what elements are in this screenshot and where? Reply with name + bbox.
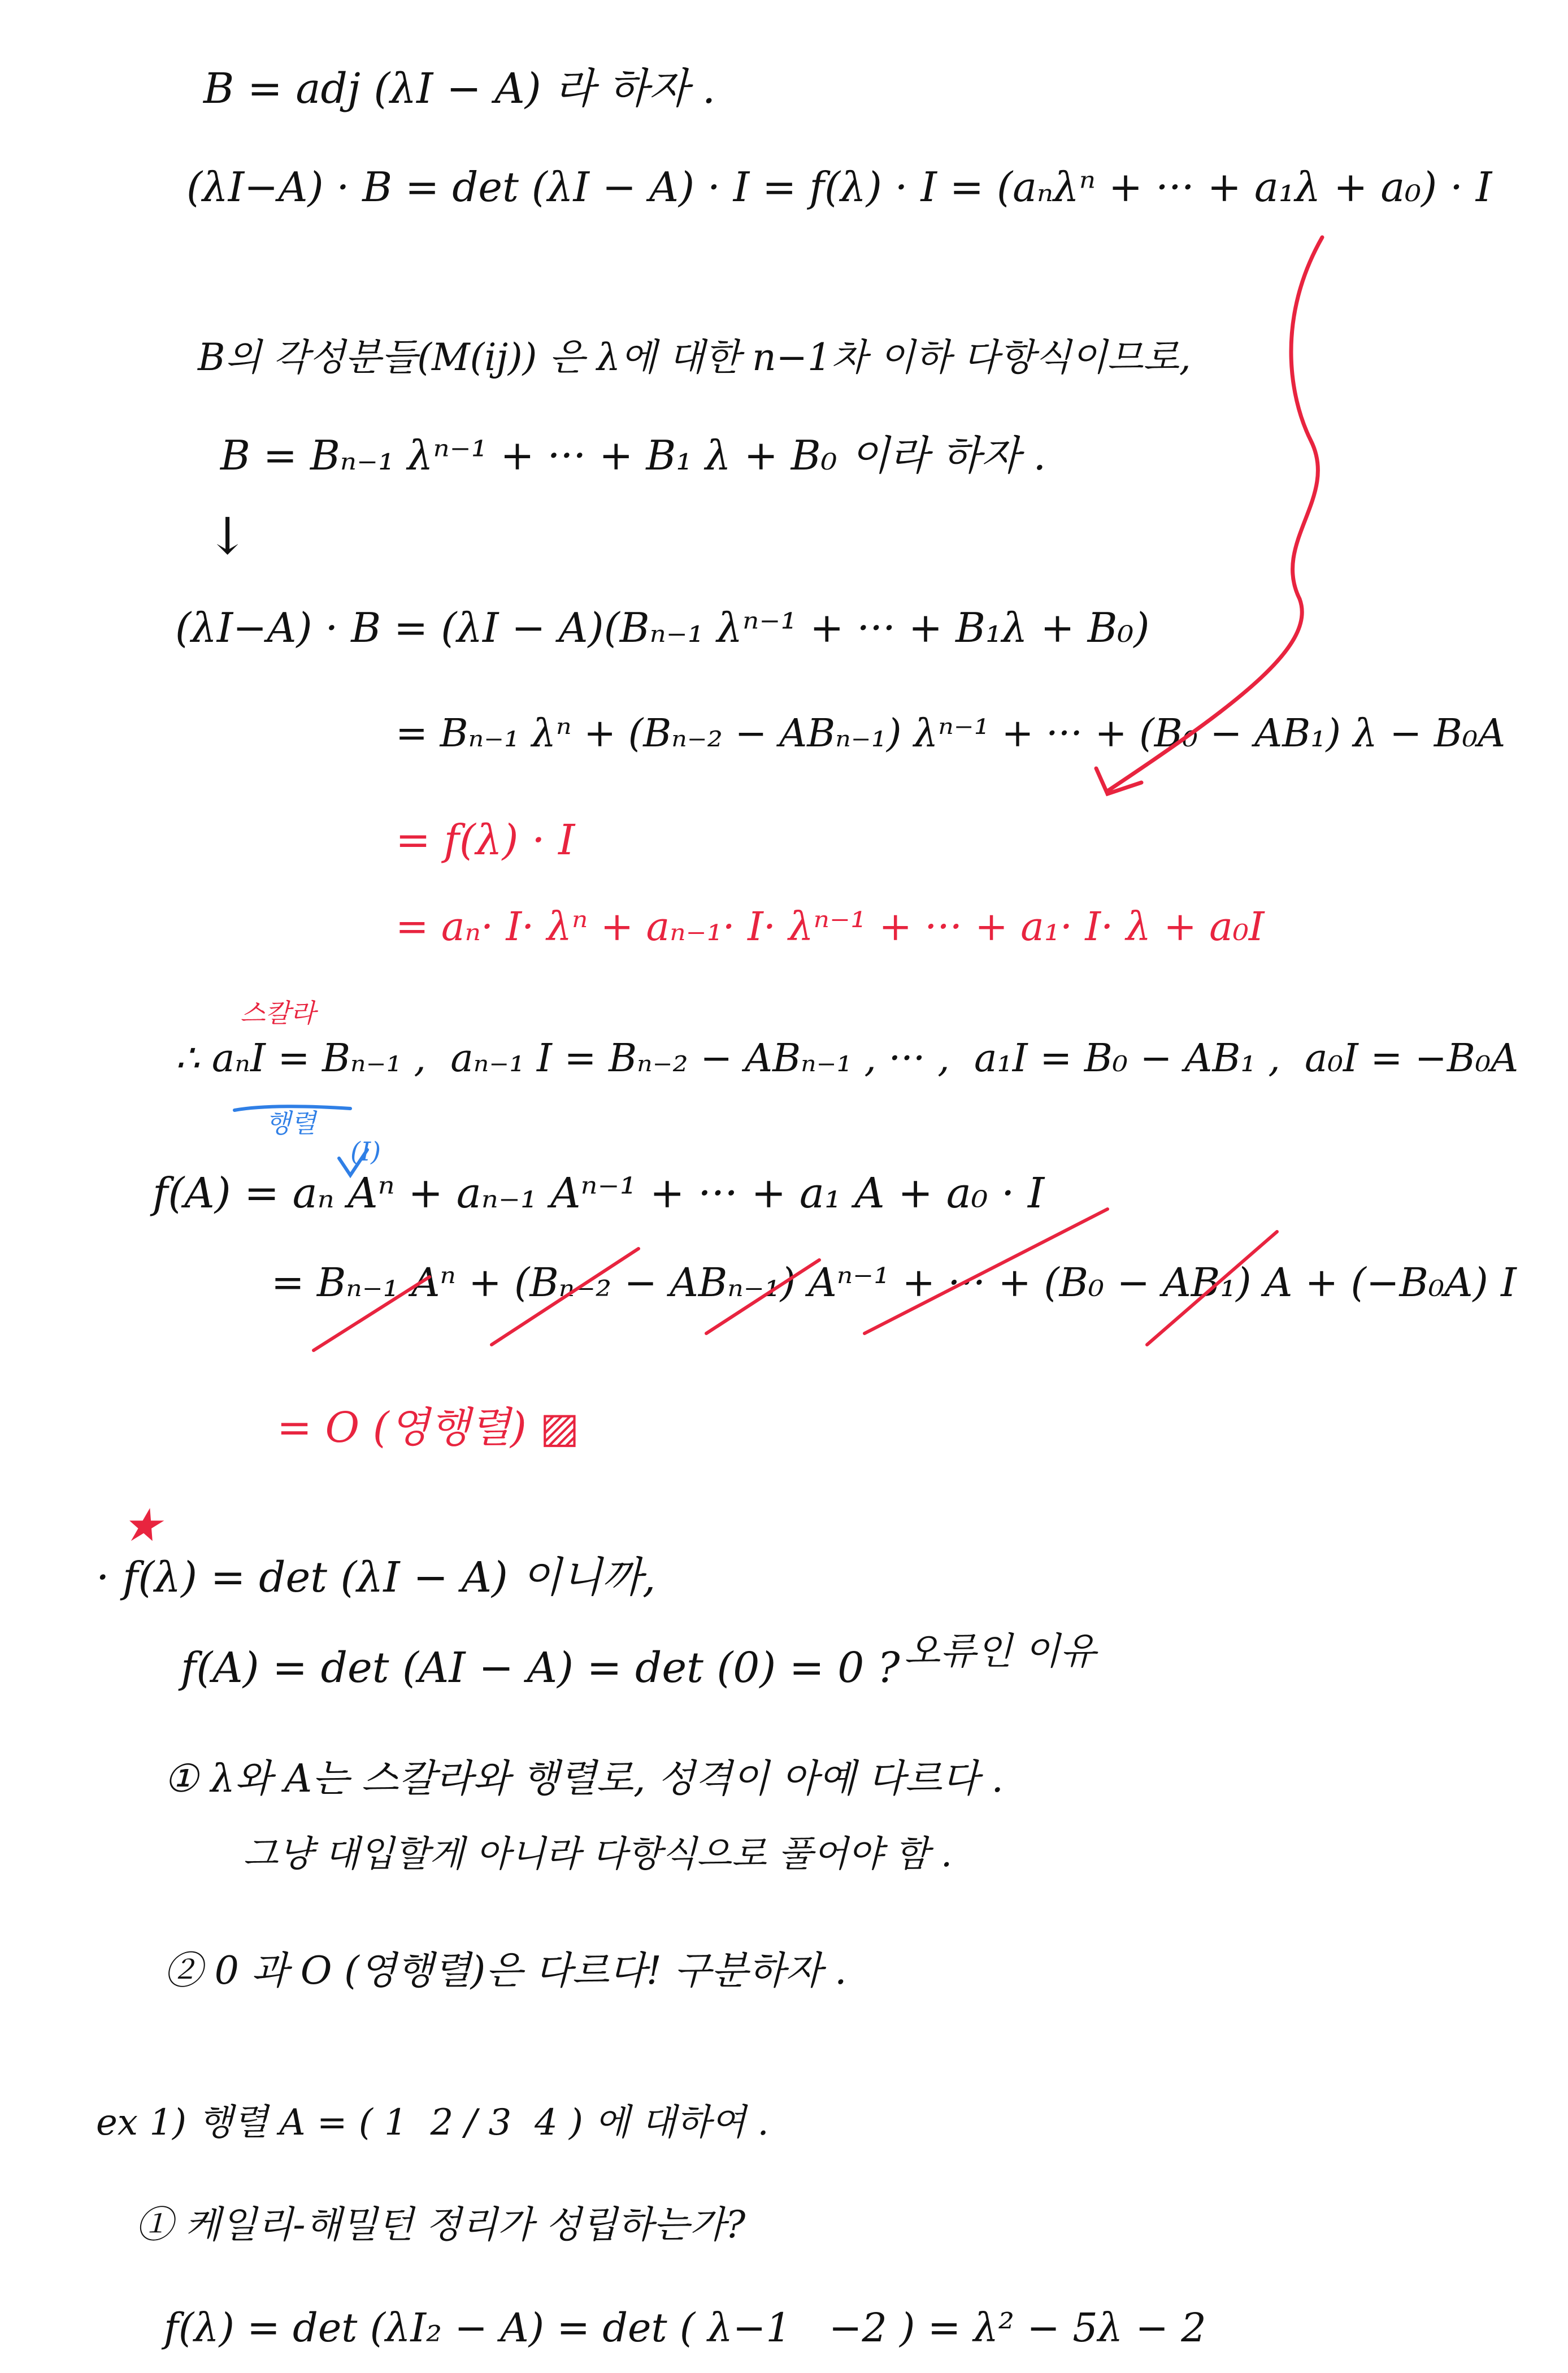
coefficient-comparison: ∴ aₙI = Bₙ₋₁ , aₙ₋₁ I = Bₙ₋₂ − ABₙ₋₁ , ··· , a₁I = B₀ − AB₁ , a₀I = −B₀A [175, 1036, 1519, 1081]
red-wavy-arrow [1107, 237, 1322, 791]
example-question: ① 케일리-해밀턴 정리가 성립하는가? [136, 2203, 746, 2246]
blue-check-icon [339, 1150, 367, 1175]
reason-2: ② 0 과 O (영행렬)은 다르다! 구분하자 . [164, 1949, 847, 1993]
star-icon: ★ [121, 1499, 162, 1551]
wrong-claim-intro: · f(λ) = det (λI − A) 이니까, [96, 1553, 656, 1602]
cancel-slash-2 [492, 1249, 639, 1345]
example-characteristic: f(λ) = det (λI₂ − A) = det ( λ−1 −2 ) = λ² − 5λ − 2 [164, 2305, 1206, 2351]
wrong-claim: f(A) = det (AI − A) = det (0) = 0 ? [181, 1644, 900, 1692]
reason-1-cont: 그냥 대입할게 아니라 다항식으로 풀어야 함 . [243, 1833, 953, 1875]
B-expansion: B = Bₙ₋₁ λⁿ⁻¹ + ··· + B₁ λ + B₀ 이라 하자 . [220, 432, 1046, 479]
scalar-label: 스칼라 [240, 998, 316, 1028]
definition-B: B = adj (λI − A) 라 하자 . [203, 64, 716, 113]
blue-underline [234, 1106, 350, 1110]
down-arrow-icon: ↓ [206, 507, 249, 566]
product-expansion: (λI−A) · B = (λI − A)(Bₙ₋₁ λⁿ⁻¹ + ··· + B₁λ + B₀) [175, 604, 1150, 651]
matrix-label: 행렬 [266, 1108, 316, 1138]
zero-matrix-result: = O (영행렬) ▨ [277, 1403, 580, 1452]
cancel-slash-3 [706, 1260, 819, 1333]
coefficient-expansion: = aₙ· I· λⁿ + aₙ₋₁· I· λⁿ⁻¹ + ··· + a₁· I· λ + a₀I [396, 903, 1265, 950]
error-reason-label: 오류인 이유 [904, 1629, 1096, 1673]
characteristic-product: (λI−A) · B = det (λI − A) · I = f(λ) · I = (aₙλⁿ + ··· + a₁λ + a₀) · I [186, 163, 1492, 211]
reason-1: ① λ와 A는 스칼라와 행렬로, 성격이 아예 다르다 . [164, 1757, 1004, 1801]
cancel-slash-1 [314, 1277, 429, 1350]
example-1: ex 1) 행렬 A = ( 1 2 / 3 4 ) 에 대하여 . [96, 2102, 769, 2144]
identity-annotation: (I) [350, 1136, 381, 1167]
entries-note: B의 각성분들(M(ij)) 은 λ에 대한 n−1차 이하 다항식이므로, [198, 336, 1191, 379]
cancel-slash-5 [1147, 1232, 1277, 1345]
expanded-terms: = Bₙ₋₁ λⁿ + (Bₙ₋₂ − ABₙ₋₁) λⁿ⁻¹ + ··· + (B₀ − AB₁) λ − B₀A [396, 711, 1506, 756]
equals-f-lambda-I: = f(λ) · I [396, 816, 575, 864]
f-of-A-substituted: = Bₙ₋₁ Aⁿ + (Bₙ₋₂ − ABₙ₋₁) Aⁿ⁻¹ + ··· + (B₀ − AB₁) A + (−B₀A) I [271, 1259, 1517, 1306]
f-of-A: f(A) = aₙ Aⁿ + aₙ₋₁ Aⁿ⁻¹ + ··· + a₁ A + a₀ · I [153, 1169, 1045, 1218]
cancel-slash-4 [865, 1209, 1107, 1333]
